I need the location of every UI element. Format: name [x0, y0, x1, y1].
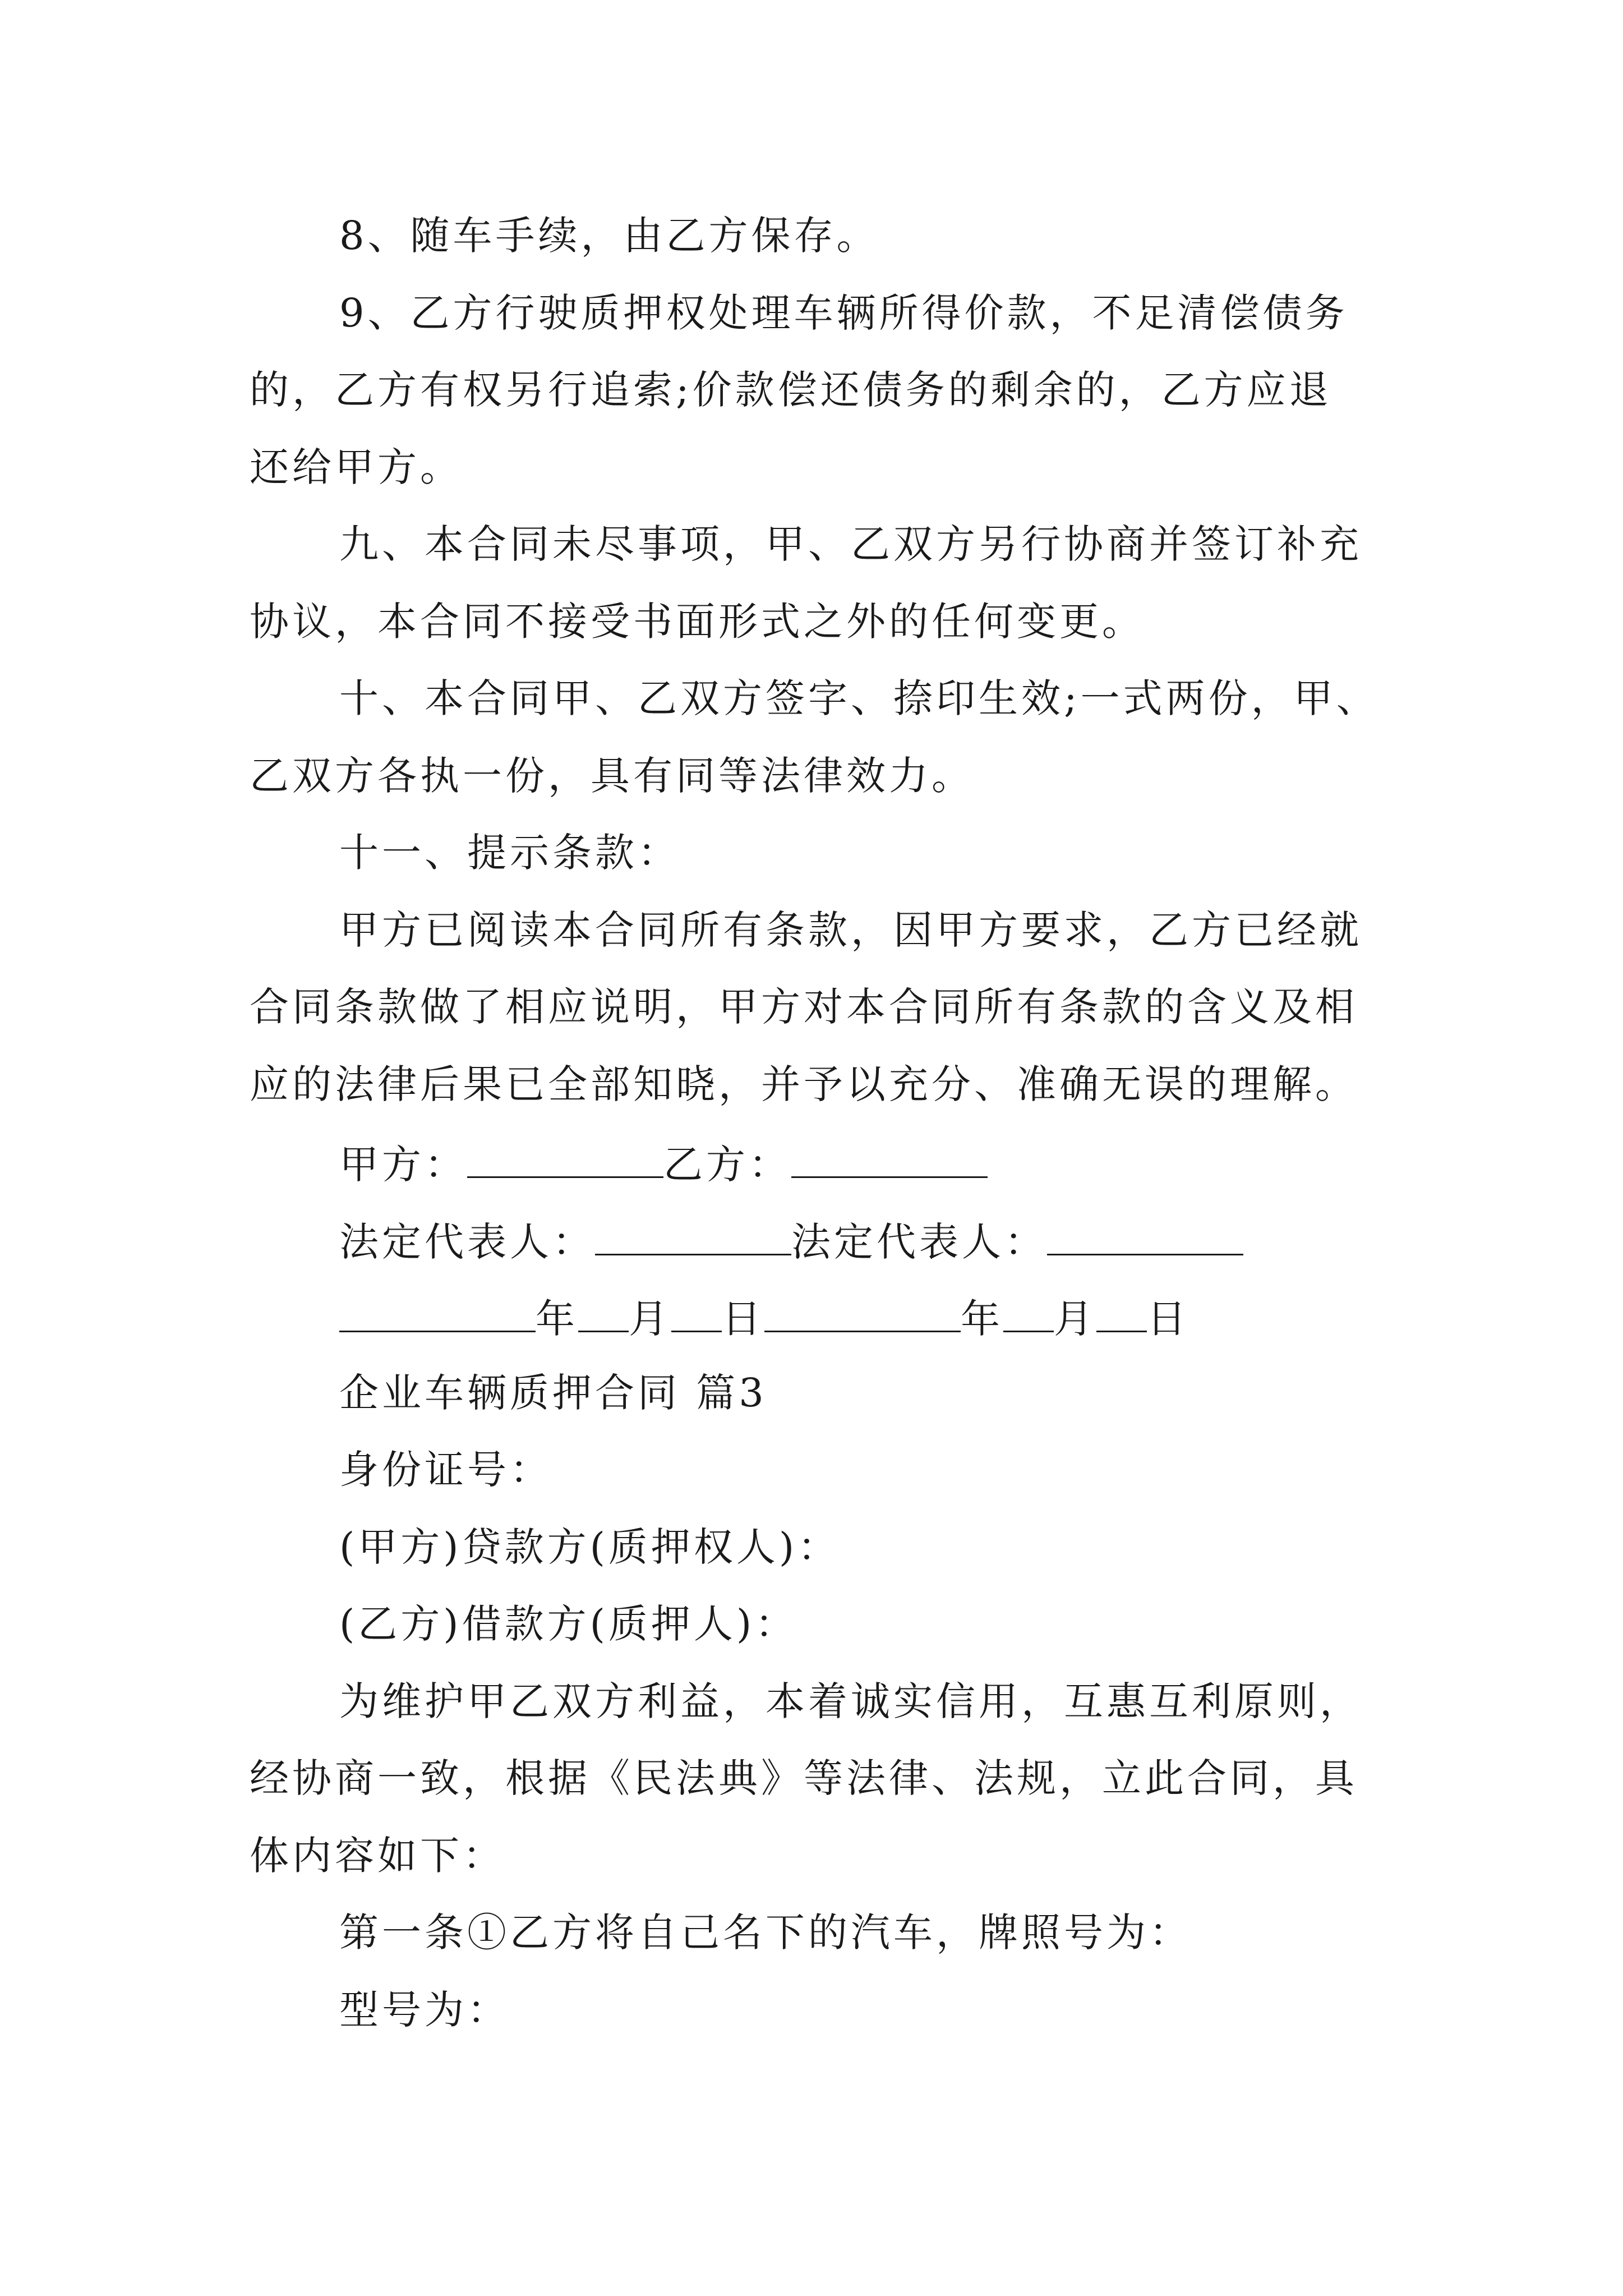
id-number-label: 身份证号： [339, 1447, 552, 1493]
day-a-blank [671, 1296, 722, 1332]
article-10-line-2: 乙双方各执一份，具有同等法律效力。 [250, 752, 974, 799]
year-b-blank [764, 1296, 961, 1332]
lender-label: (甲方)贷款方(质押权人)： [339, 1524, 841, 1570]
day-a-label: 日 [722, 1296, 764, 1342]
section-3-title: 企业车辆质押合同 篇3 [339, 1369, 767, 1416]
day-b-label: 日 [1147, 1296, 1189, 1342]
party-b-label: 乙方： [663, 1142, 791, 1188]
intro-line-1: 为维护甲乙双方利益，本着诚实信用，互惠互利原则， [339, 1678, 1362, 1724]
notice-line-3: 应的法律后果已全部知晓，并予以充分、准确无误的理解。 [250, 1061, 1358, 1107]
signature-representatives [250, 1218, 1377, 1265]
party-b-blank [791, 1142, 988, 1178]
paragraph-9-line-1: 9、乙方行驶质押权处理车辆所得价款，不足清偿债务 [339, 289, 1348, 336]
day-b-blank [1096, 1296, 1147, 1332]
party-a-label: 甲方： [339, 1142, 467, 1188]
document-page [250, 213, 1379, 2067]
month-a-label: 月 [629, 1296, 671, 1342]
notice-line-1: 甲方已阅读本合同所有条款，因甲方要求，乙方已经就 [339, 907, 1362, 953]
rep-a-blank [595, 1219, 791, 1255]
month-a-blank [578, 1296, 629, 1332]
month-b-label: 月 [1054, 1296, 1096, 1342]
intro-line-2: 经协商一致，根据《民法典》等法律、法规，立此合同，具 [250, 1755, 1358, 1801]
paragraph-9-line-3: 还给甲方。 [250, 444, 463, 490]
paragraph-8: 8、随车手续，由乙方保存。 [339, 213, 879, 259]
article-1-line: 第一条①乙方将自己名下的汽车，牌照号为： [339, 1910, 1192, 1955]
rep-b-label: 法定代表人： [791, 1218, 1047, 1265]
article-9-line-2: 协议，本合同不接受书面形式之外的任何变更。 [250, 598, 1145, 645]
year-a-label: 年 [536, 1296, 578, 1342]
rep-b-blank [1047, 1219, 1243, 1255]
article-11-heading: 十一、提示条款： [339, 830, 680, 876]
article-9-line-1: 九、本合同未尽事项，甲、乙双方另行协商并签订补充 [339, 521, 1362, 567]
rep-a-label: 法定代表人： [339, 1218, 595, 1265]
notice-line-2: 合同条款做了相应说明，甲方对本合同所有条款的含义及相 [250, 984, 1358, 1030]
intro-line-3: 体内容如下： [250, 1832, 505, 1879]
signature-dates [250, 1296, 1377, 1342]
article-10-line-1: 十、本合同甲、乙双方签字、捺印生效;一式两份，甲、 [339, 675, 1379, 721]
paragraph-9-line-2: 的，乙方有权另行追索;价款偿还债务的剩余的，乙方应退 [250, 367, 1332, 413]
month-b-blank [1003, 1296, 1054, 1332]
year-b-label: 年 [961, 1296, 1003, 1342]
borrower-label: (乙方)借款方(质押人)： [339, 1601, 798, 1647]
party-a-blank [467, 1142, 663, 1178]
model-label: 型号为： [339, 1986, 510, 2033]
year-a-blank [339, 1296, 536, 1332]
signature-parties [250, 1142, 1377, 1188]
